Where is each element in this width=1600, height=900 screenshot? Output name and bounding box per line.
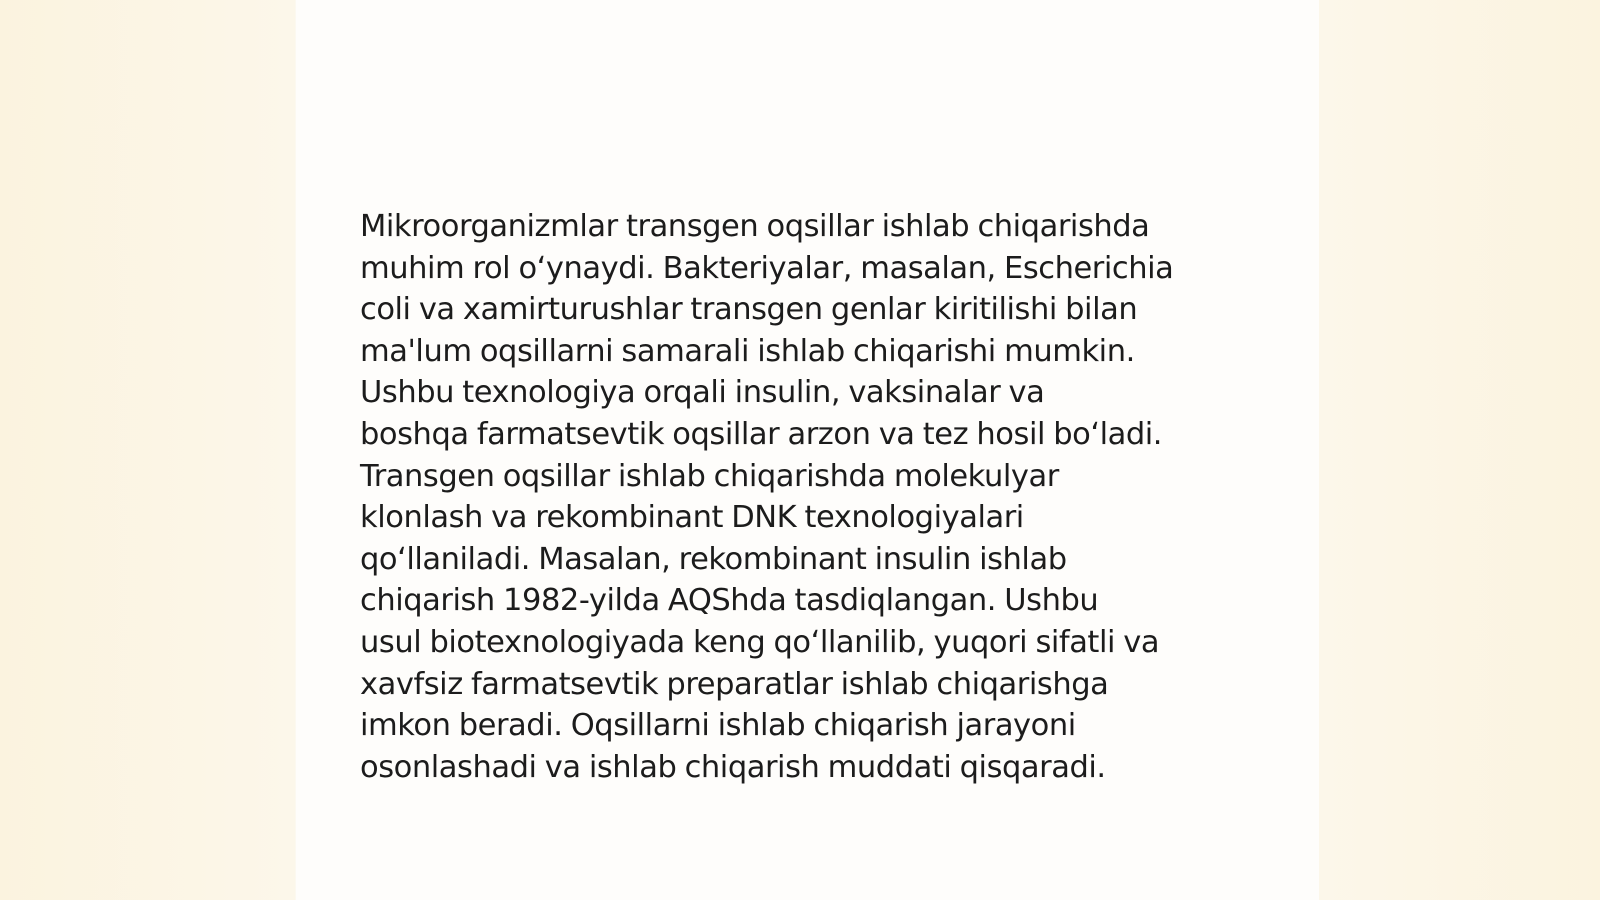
text-line: coli va xamirturushlar transgen genlar kiritilishi bilan: [360, 292, 1138, 328]
text-line: Mikroorganizmlar transgen oqsillar ishlab chiqarishda: [360, 209, 1150, 244]
text-line: usul biotexnologiyada keng qo‘llanilib, yuqori sifatli va: [360, 624, 1160, 660]
text-line: xavfsiz farmatsevtik preparatlar ishlab chiqarishga: [360, 666, 1109, 702]
text-line: imkon beradi. Oqsillarni ishlab chiqarish jarayoni: [360, 708, 1076, 744]
text-line: chiqarish 1982-yilda AQShda tasdiqlangan. Ushbu: [360, 583, 1099, 619]
text-line: klonlash va rekombinant DNK texnologiyalari: [360, 500, 1024, 536]
slide-body-text: [360, 206, 1260, 788]
text-line: osonlashadi va ishlab chiqarish muddati qisqaradi.: [360, 749, 1106, 785]
slide: [296, 0, 1319, 900]
text-line: Transgen oqsillar ishlab chiqarishda molekulyar: [360, 458, 1059, 494]
text-line: qo‘llaniladi. Masalan, rekombinant insulin ishlab: [360, 541, 1067, 577]
text-line: ma'lum oqsillarni samarali ishlab chiqarishi mumkin.: [360, 333, 1135, 369]
text-line: muhim rol o‘ynaydi. Bakteriyalar, masalan, Escherichia: [360, 250, 1174, 286]
text-line: Ushbu texnologiya orqali insulin, vaksinalar va: [360, 375, 1045, 411]
text-line: boshqa farmatsevtik oqsillar arzon va tez hosil bo‘ladi.: [360, 416, 1163, 452]
